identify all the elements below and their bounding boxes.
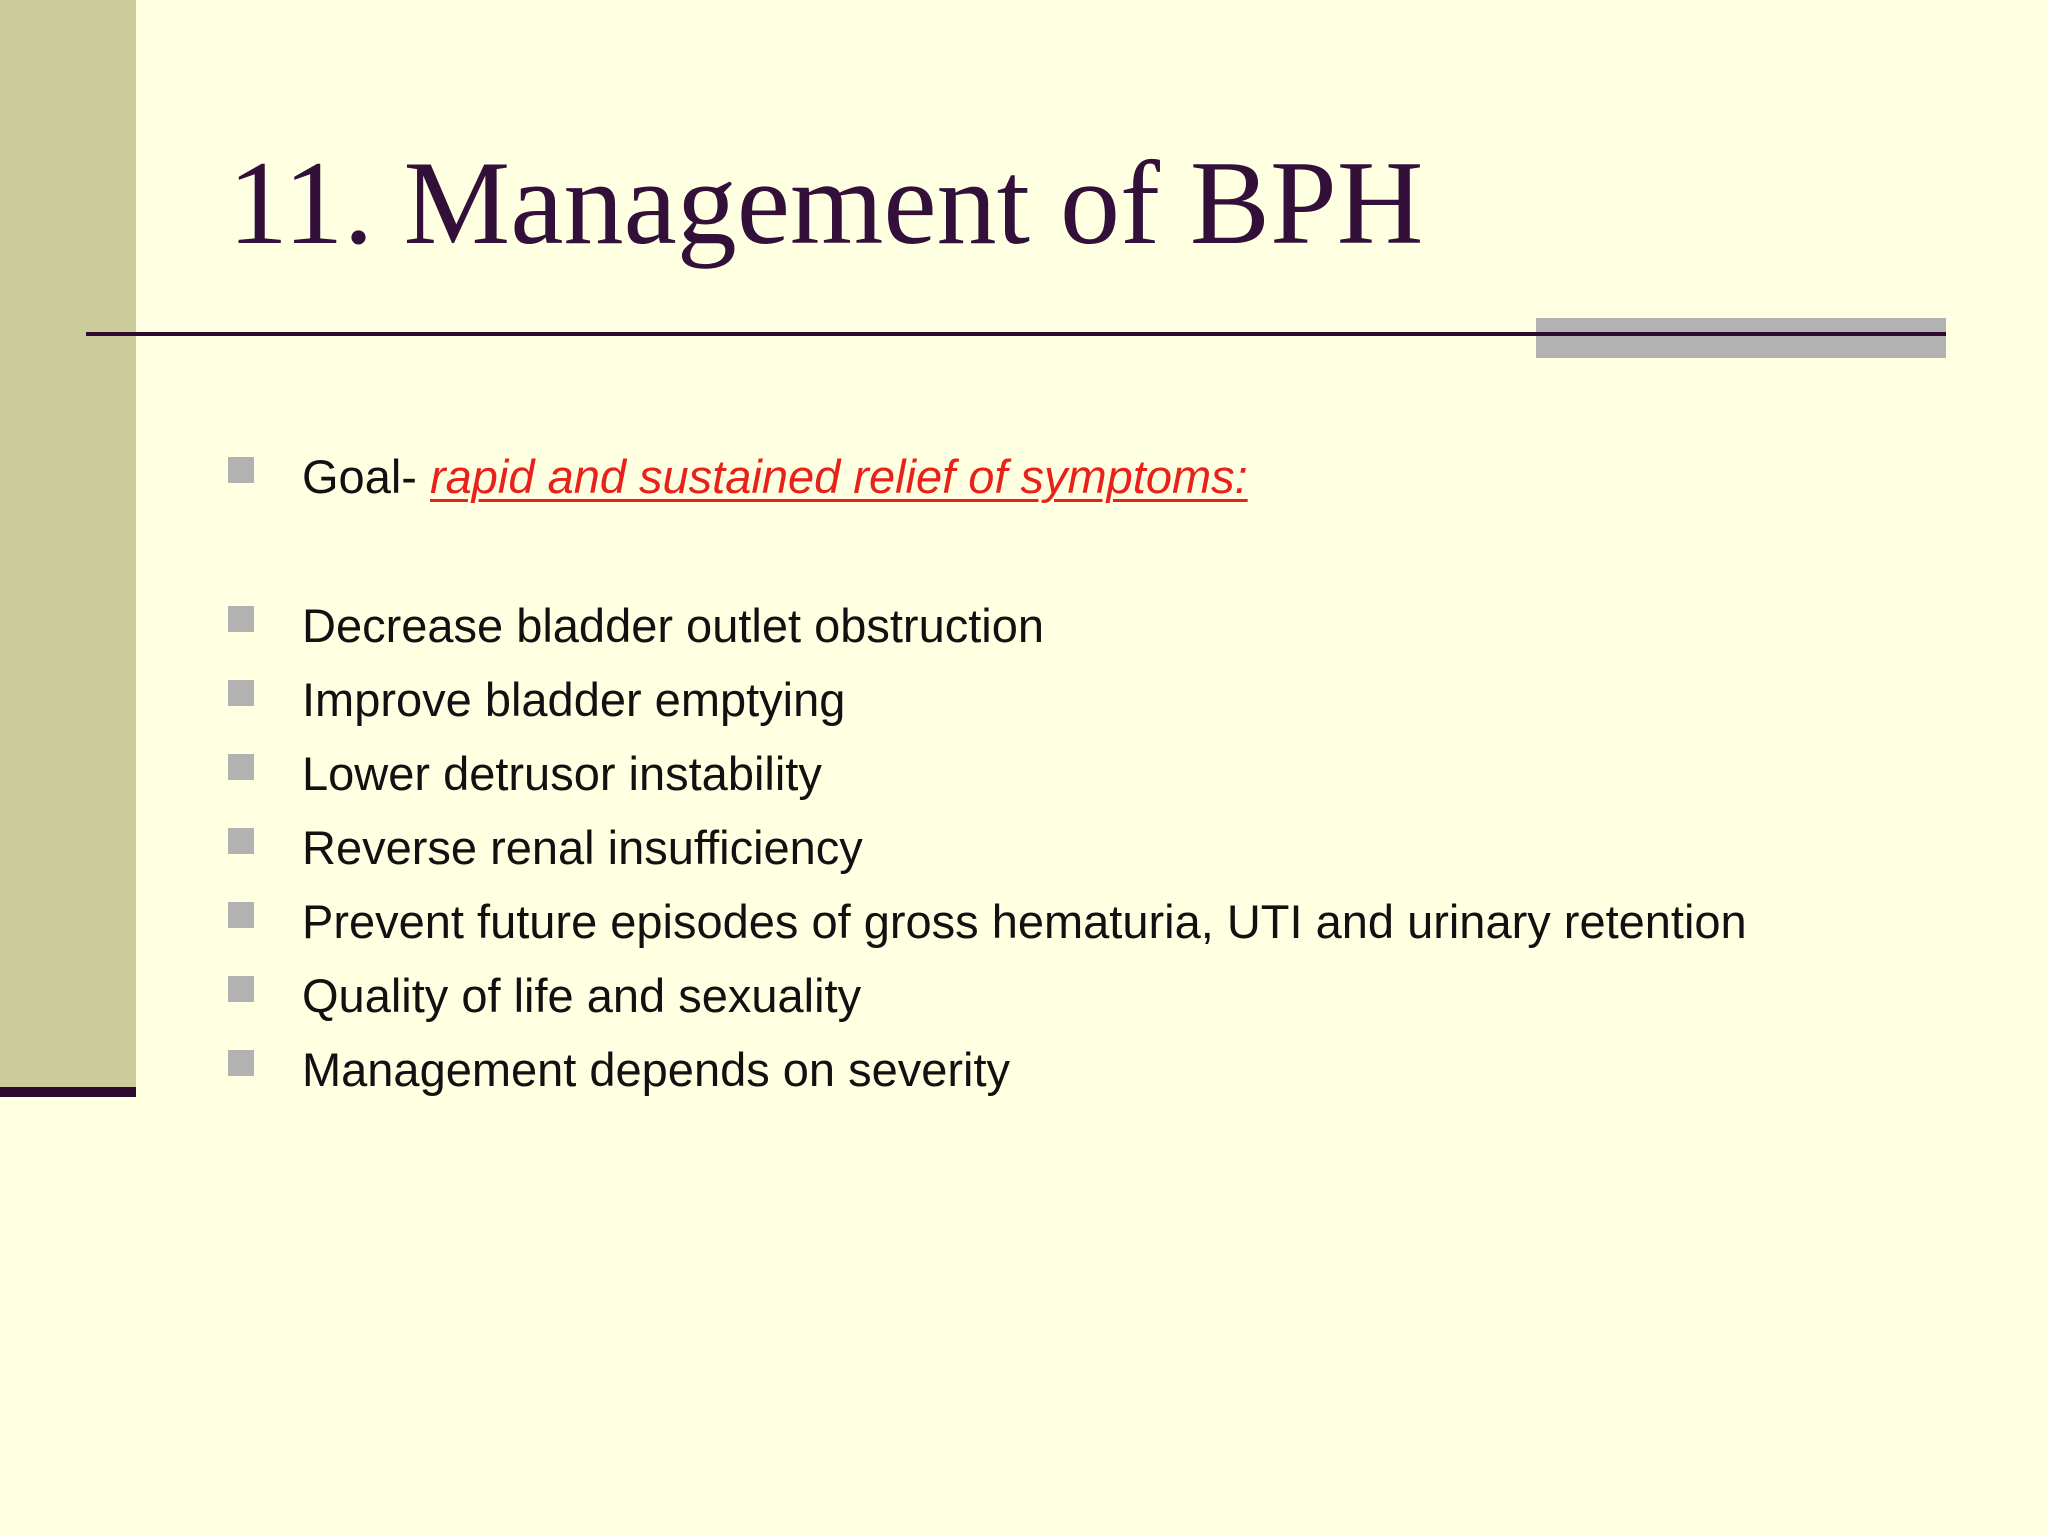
bullet-item [228,663,1988,737]
bullet-goal [228,440,1988,514]
square-bullet-icon [228,902,254,928]
left-band-base-line [0,1087,136,1097]
bullet-item-text: Improve bladder emptying [302,673,846,726]
bullet-item [228,589,1988,663]
square-bullet-icon [228,1050,254,1076]
bullet-item-text: Prevent future episodes of gross hematuria, UTI and urinary retention [302,895,1747,948]
bullet-item-text: Reverse renal insufficiency [302,821,863,874]
square-bullet-icon [228,457,254,483]
bullet-item [228,885,1988,959]
bullet-item [228,1033,1988,1107]
bullet-item-text: Management depends on severity [302,1043,1011,1096]
goal-prefix: Goal- [302,450,430,503]
title-rule-gray-block [1536,318,1946,358]
bullet-item [228,811,1988,885]
left-accent-band [0,0,136,1088]
bullet-goal-text [302,440,1248,514]
bullet-item [228,737,1988,811]
slide-title: 11. Management of BPH [228,136,1424,269]
goal-emphasis: rapid and sustained relief of symptoms: [430,450,1248,503]
square-bullet-icon [228,606,254,632]
bullet-item [228,959,1988,1033]
bullet-item-text: Lower detrusor instability [302,747,822,800]
square-bullet-icon [228,828,254,854]
square-bullet-icon [228,754,254,780]
square-bullet-icon [228,976,254,1002]
bullet-item-text: Quality of life and sexuality [302,969,862,1022]
bullet-list [228,440,1988,1107]
bullet-item-text: Decrease bladder outlet obstruction [302,599,1044,652]
title-rule-line [86,332,1946,336]
square-bullet-icon [228,680,254,706]
